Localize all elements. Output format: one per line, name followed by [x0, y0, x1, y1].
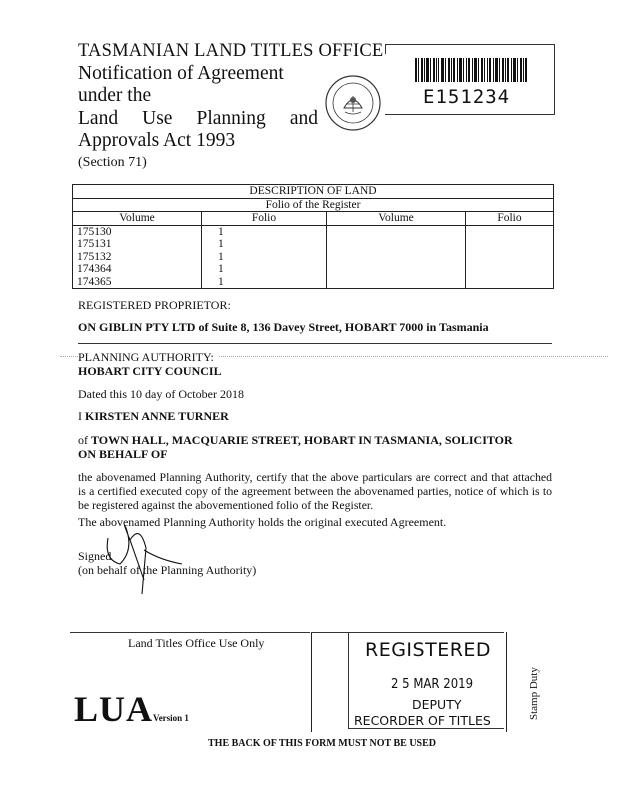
form-code — [74, 688, 189, 730]
section-reference: (Section 71) — [78, 155, 147, 170]
form-code-lua: LUA — [74, 689, 154, 729]
table-row: 175131 1 — [73, 238, 554, 251]
column-header: Folio — [466, 212, 554, 226]
stamp-duty-label: Stamp Duty — [528, 667, 540, 720]
signatory-address — [78, 433, 518, 461]
divider — [78, 343, 552, 344]
authority-label: PLANNING AUTHORITY: — [78, 350, 218, 364]
dated-line: Dated this 10 day of October 2018 — [78, 387, 244, 401]
divider — [506, 632, 507, 732]
of-prefix: of — [78, 433, 88, 447]
signatory-name: KIRSTEN ANNE TURNER — [85, 409, 229, 423]
title-line-4: Approvals Act 1993 — [78, 130, 236, 151]
table-subheading: Folio of the Register — [73, 198, 554, 212]
signatory-prefix: I — [78, 409, 82, 423]
divider — [311, 632, 348, 633]
proprietor-value: ON GIBLIN PTY LTD of Suite 8, 136 Davey Street, HOBART 7000 in Tasmania — [78, 320, 489, 334]
registered-stamp — [348, 632, 504, 729]
signed-label: Signed — [78, 549, 112, 563]
holds-agreement-text: The abovenamed Planning Authority holds the original executed Agreement. — [78, 515, 447, 529]
stamp-date: 2 5 MAR 2019 — [391, 677, 474, 692]
crest-seal-icon — [324, 74, 382, 132]
column-header: Folio — [202, 212, 327, 226]
table-row: 175132 1 — [73, 251, 554, 264]
back-notice: THE BACK OF THIS FORM MUST NOT BE USED — [208, 738, 437, 749]
description-of-land-table — [72, 184, 554, 289]
dealing-number: E151234 — [423, 86, 511, 108]
authority-value: HOBART CITY COUNCIL — [78, 364, 222, 378]
stamp-recorder: RECORDER OF TITLES — [354, 713, 491, 728]
column-header: Volume — [73, 212, 202, 226]
title-line-1: Notification of Agreement — [78, 62, 284, 84]
table-row: 174364 1 — [73, 263, 554, 276]
divider — [70, 632, 310, 633]
barcode-panel — [385, 44, 555, 115]
form-version: Version 1 — [153, 713, 189, 723]
divider — [311, 632, 312, 732]
title-word: Planning — [196, 107, 266, 129]
certification-text: the abovenamed Planning Authority, certify that the above particulars are correct and that attached is a certified executed copy of the agreement between the abovenamed parties, notice of which is to be registered against the abovementioned folio of the Register. — [78, 470, 552, 512]
column-header: Volume — [327, 212, 466, 226]
stamp-registered: REGISTERED — [365, 639, 492, 661]
title-word: Land — [78, 107, 119, 129]
signatory-address-value: TOWN HALL, MACQUARIE STREET, HOBART IN TASMANIA, SOLICITOR ON BEHALF OF — [78, 433, 513, 461]
title-word: and — [289, 107, 318, 129]
title-word: Use — [142, 107, 173, 129]
signed-behalf: (on behalf of the Planning Authority) — [78, 563, 257, 577]
table-row: 175130 1 — [73, 225, 554, 238]
table-row: 174365 1 — [73, 276, 554, 289]
office-name: TASMANIAN LAND TITLES OFFICE — [78, 41, 384, 61]
signatory-line — [78, 409, 229, 423]
title-line-2: under the — [78, 85, 152, 106]
title-line-3 — [78, 108, 318, 131]
table-heading: DESCRIPTION OF LAND — [73, 185, 554, 199]
proprietor-label: REGISTERED PROPRIETOR: — [78, 298, 231, 312]
signature-icon — [100, 520, 190, 600]
office-use-label: Land Titles Office Use Only — [128, 636, 265, 650]
barcode-icon — [415, 58, 527, 82]
stamp-deputy: DEPUTY — [412, 697, 462, 712]
